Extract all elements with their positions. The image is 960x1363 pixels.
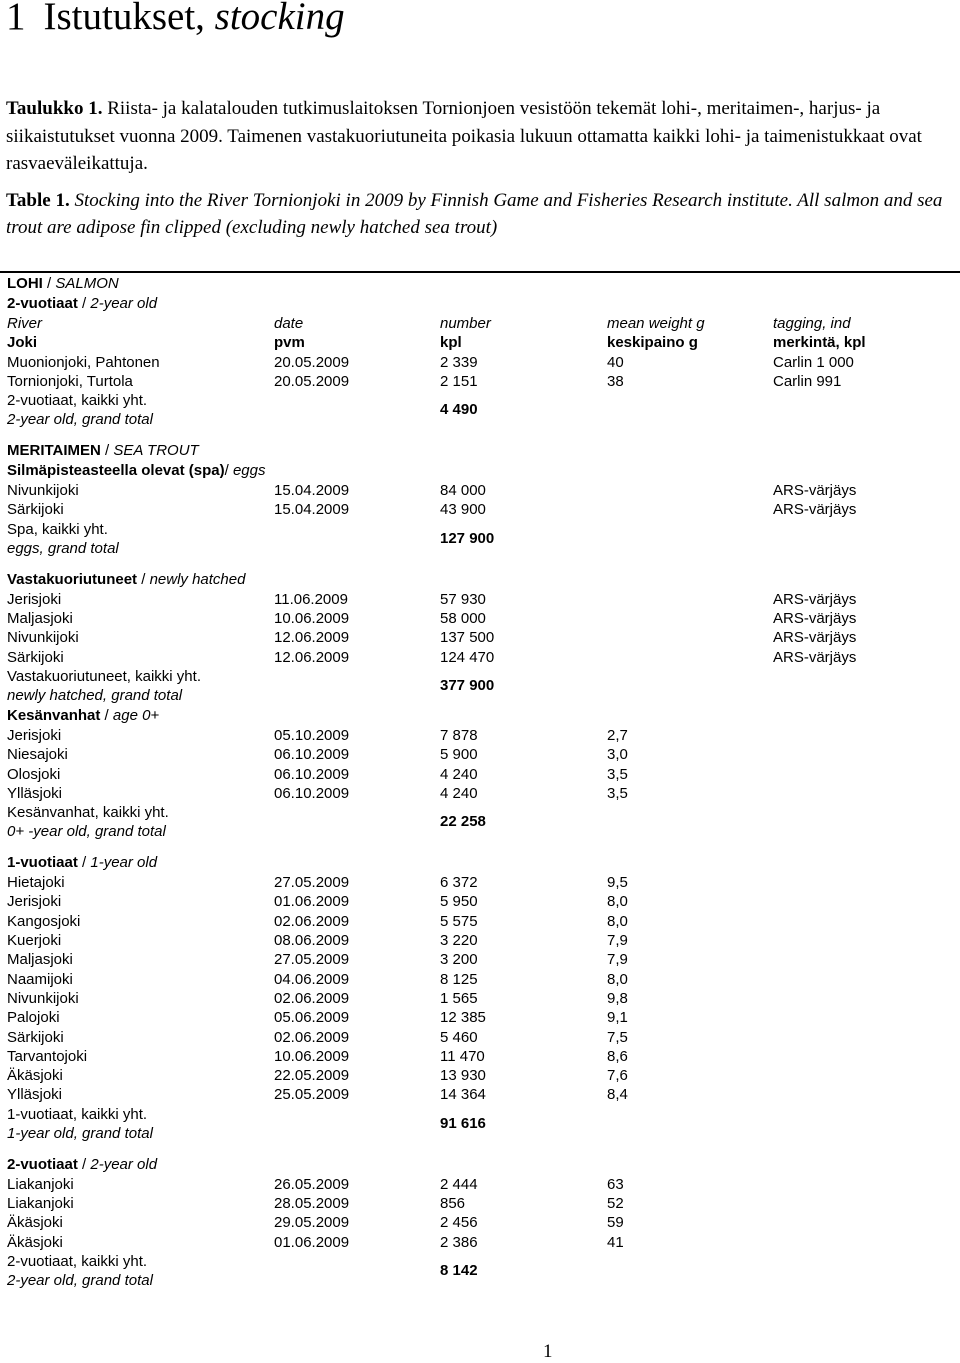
cell-weight: 8,0 [607, 893, 628, 911]
cell-number: 8 125 [440, 970, 478, 988]
cell-date: 25.05.2009 [274, 1086, 350, 1104]
cell-number: 124 470 [440, 648, 495, 666]
cell-date: 27.05.2009 [274, 874, 350, 892]
caption-en-label: Table 1. [6, 189, 70, 211]
cell-river: Kangosjoki [7, 912, 81, 930]
cell-river: Maljasjoki [7, 951, 73, 969]
group-header-eggs: Silmäpisteasteella olevat (spa)/ eggs [7, 462, 266, 480]
cell-weight: 8,0 [607, 912, 628, 930]
age2-rows [0, 1175, 960, 1252]
cell-date: 01.06.2009 [274, 1233, 350, 1251]
table-row [0, 1085, 960, 1104]
cell-river: Nivunkijoki [7, 989, 79, 1007]
cell-river: Ylläsjoki [7, 1086, 63, 1104]
cell-weight: 9,8 [607, 989, 628, 1007]
eggs-total: Spa, kaikki yht. eggs, grand total 127 900 [7, 520, 495, 557]
group-header-age1: 1-vuotiaat / 1-year old [7, 854, 158, 872]
cell-weight: 40 [607, 353, 624, 371]
table-row [0, 1066, 960, 1085]
section-number: 1 [6, 0, 26, 38]
cell-river: Maljasjoki [7, 610, 73, 628]
cell-date: 12.06.2009 [274, 648, 350, 666]
caption-fi-label: Taulukko 1. [6, 98, 103, 119]
col-header-date: date [274, 315, 304, 332]
cell-weight: 8,4 [607, 1086, 628, 1104]
cell-number: 84 000 [440, 482, 486, 500]
cell-date: 02.06.2009 [274, 912, 350, 930]
cell-river: Äkäsjoki [7, 1214, 63, 1232]
cell-number: 137 500 [440, 629, 495, 647]
group-header-newly-hatched: Vastakuoriutuneet / newly hatched [7, 570, 246, 588]
cell-river: Liakanjoki [7, 1175, 74, 1193]
cell-river: Hietajoki [7, 874, 65, 892]
col-header-merkinta: merkintä, kpl [773, 334, 866, 352]
cell-number: 5 575 [440, 912, 478, 930]
cell-number: 13 930 [440, 1067, 486, 1085]
species-header-salmon: LOHI / SALMON [7, 275, 119, 292]
cell-weight: 3,0 [607, 746, 628, 764]
table-row [0, 873, 960, 892]
eggs-rows [0, 481, 960, 520]
table-row [0, 609, 960, 628]
table-row [0, 1233, 960, 1252]
column-headers-fi [0, 333, 960, 352]
col-header-joki: Joki [7, 334, 38, 352]
table-row [0, 500, 960, 519]
cell-number: 3 200 [440, 951, 478, 969]
col-header-kpl: kpl [440, 334, 462, 352]
cell-tagging: ARS-värjäys [773, 648, 857, 666]
cell-date: 20.05.2009 [274, 372, 350, 390]
table-row [0, 1175, 960, 1194]
table-caption [6, 95, 946, 242]
cell-river: Jerisjoki [7, 726, 62, 744]
cell-river: Naamijoki [7, 970, 73, 988]
table-row [0, 950, 960, 969]
cell-number: 4 240 [440, 784, 478, 802]
table-row [0, 353, 960, 372]
cell-number: 2 444 [440, 1175, 478, 1193]
table-row [0, 970, 960, 989]
cell-weight: 3,5 [607, 784, 628, 802]
cell-tagging: ARS-värjäys [773, 629, 857, 647]
hatched-rows [0, 590, 960, 667]
caption-en-text: Stocking into the River Tornionjoki in 2009 by Finnish Game and Fisheries Research institute. All salmon and sea trout are adipose fin clipped (excluding newly hatched sea trout) [6, 189, 943, 238]
table-row [0, 726, 960, 745]
cell-river: Äkäsjoki [7, 1233, 63, 1251]
col-header-tagging: tagging, ind [773, 315, 851, 332]
table-row [0, 989, 960, 1008]
cell-river: Jerisjoki [7, 590, 62, 608]
table-row [0, 1213, 960, 1232]
cell-weight: 41 [607, 1233, 624, 1251]
cell-number: 856 [440, 1195, 466, 1213]
cell-river: Muonionjoki, Pahtonen [7, 353, 160, 371]
cell-number: 14 364 [440, 1086, 486, 1104]
cell-date: 29.05.2009 [274, 1214, 350, 1232]
table-row [0, 1028, 960, 1047]
cell-tagging: Carlin 1 000 [773, 353, 854, 371]
group-header-age2: 2-vuotiaat / 2-year old [7, 1155, 158, 1173]
cell-number: 5 900 [440, 746, 478, 764]
cell-date: 12.06.2009 [274, 629, 350, 647]
cell-number: 5 950 [440, 893, 478, 911]
table-row [0, 590, 960, 609]
col-header-number: number [440, 315, 491, 332]
cell-river: Nivunkijoki [7, 482, 79, 500]
table-row [0, 1194, 960, 1213]
age0-total: Kesänvanhat, kaikki yht. 0+ -year old, grand total 22 258 [7, 804, 486, 841]
cell-river: Olosjoki [7, 765, 61, 783]
cell-number: 2 339 [440, 353, 478, 371]
cell-river: Särkijoki [7, 648, 64, 666]
table-row [0, 628, 960, 647]
cell-date: 06.10.2009 [274, 746, 350, 764]
cell-number: 4 240 [440, 765, 478, 783]
cell-number: 57 930 [440, 590, 486, 608]
cell-date: 15.04.2009 [274, 482, 350, 500]
species-header-trout: MERITAIMEN / SEA TROUT [7, 442, 199, 460]
age0-rows [0, 726, 960, 803]
age2-total: 2-vuotiaat, kaikki yht. 2-year old, grand total 8 142 [7, 1252, 478, 1289]
col-header-pvm: pvm [274, 334, 305, 352]
cell-number: 43 900 [440, 501, 486, 519]
table-row [0, 481, 960, 500]
cell-river: Liakanjoki [7, 1195, 74, 1213]
cell-date: 28.05.2009 [274, 1195, 350, 1213]
cell-date: 20.05.2009 [274, 353, 350, 371]
cell-number: 2 456 [440, 1214, 478, 1232]
cell-river: Äkäsjoki [7, 1067, 63, 1085]
cell-date: 22.05.2009 [274, 1067, 350, 1085]
section-heading [6, 0, 345, 39]
cell-weight: 7,9 [607, 951, 628, 969]
col-header-mean-weight: mean weight g [607, 315, 705, 332]
cell-weight: 38 [607, 372, 624, 390]
group-header-salmon-2yr: 2-vuotiaat / 2-year old [7, 295, 158, 312]
cell-date: 02.06.2009 [274, 989, 350, 1007]
heading-title-plain: Istutukset, [43, 0, 215, 38]
table-row [0, 745, 960, 764]
table-row [0, 931, 960, 950]
salmon-total: 2-vuotiaat, kaikki yht. 2-year old, grand total 4 490 [7, 392, 478, 429]
caption-fi-text: Riista- ja kalatalouden tutkimuslaitoksen Tornionjoen vesistöön tekemät lohi-, meritaimen-, harjus- ja siikaistutukset vuonna 2009. Taimenen vastakuoriutuneita poikasia lukuun ottamatta kaikki lohi- ja taimenistukkaat ovat rasvaeväleikattuja. [6, 98, 922, 174]
cell-number: 58 000 [440, 610, 486, 628]
cell-weight: 63 [607, 1175, 624, 1193]
cell-number: 11 470 [440, 1047, 485, 1065]
cell-date: 11.06.2009 [274, 590, 348, 608]
cell-tagging: ARS-värjäys [773, 501, 857, 519]
cell-river: Niesajoki [7, 746, 68, 764]
col-header-keskipaino: keskipaino g [607, 334, 698, 352]
cell-number: 5 460 [440, 1028, 478, 1046]
cell-date: 02.06.2009 [274, 1028, 350, 1046]
cell-date: 01.06.2009 [274, 893, 350, 911]
cell-river: Jerisjoki [7, 893, 62, 911]
cell-number: 6 372 [440, 874, 478, 892]
cell-river: Särkijoki [7, 501, 64, 519]
cell-river: Palojoki [7, 1009, 60, 1027]
column-headers-en [0, 314, 960, 333]
salmon-rows [0, 353, 960, 392]
cell-weight: 59 [607, 1214, 624, 1232]
cell-number: 2 386 [440, 1233, 478, 1251]
cell-date: 27.05.2009 [274, 951, 350, 969]
cell-date: 26.05.2009 [274, 1175, 350, 1193]
page-number: 1 [543, 1341, 553, 1362]
cell-weight: 8,6 [607, 1047, 628, 1065]
cell-weight: 7,6 [607, 1067, 628, 1085]
table-row [0, 892, 960, 911]
table-row [0, 1008, 960, 1027]
caption-english [6, 187, 946, 242]
age1-rows [0, 873, 960, 1105]
cell-date: 05.06.2009 [274, 1009, 350, 1027]
table-row [0, 1047, 960, 1066]
cell-tagging: ARS-värjäys [773, 610, 857, 628]
cell-weight: 9,1 [607, 1009, 628, 1027]
col-header-river: River [7, 315, 43, 332]
age1-total: 1-vuotiaat, kaikki yht. 1-year old, grand total 91 616 [7, 1105, 486, 1142]
cell-date: 06.10.2009 [274, 784, 350, 802]
cell-weight: 3,5 [607, 765, 628, 783]
cell-weight: 8,0 [607, 970, 628, 988]
cell-river: Nivunkijoki [7, 629, 79, 647]
cell-date: 10.06.2009 [274, 1047, 350, 1065]
heading-title-italic: stocking [214, 0, 345, 38]
stocking-table [0, 271, 960, 1291]
table-row [0, 912, 960, 931]
cell-number: 1 565 [440, 989, 478, 1007]
cell-number: 12 385 [440, 1009, 486, 1027]
table-row [0, 648, 960, 667]
cell-date: 04.06.2009 [274, 970, 350, 988]
cell-tagging: Carlin 991 [773, 372, 842, 390]
cell-weight: 2,7 [607, 726, 628, 744]
cell-weight: 7,9 [607, 932, 628, 950]
caption-finnish [6, 95, 946, 178]
cell-weight: 52 [607, 1195, 624, 1213]
table-row [0, 784, 960, 803]
cell-river: Tornionjoki, Turtola [7, 372, 133, 390]
hatched-total: Vastakuoriutuneet, kaikki yht. newly hatched, grand total 377 900 [7, 667, 495, 704]
cell-date: 05.10.2009 [274, 726, 350, 744]
cell-number: 3 220 [440, 932, 478, 950]
table-row [0, 765, 960, 784]
cell-river: Tarvantojoki [7, 1047, 88, 1065]
cell-tagging: ARS-värjäys [773, 590, 857, 608]
table-row [0, 372, 960, 391]
cell-date: 15.04.2009 [274, 501, 350, 519]
cell-weight: 9,5 [607, 874, 628, 892]
cell-number: 2 151 [440, 372, 478, 390]
cell-date: 10.06.2009 [274, 610, 350, 628]
cell-date: 06.10.2009 [274, 765, 350, 783]
cell-weight: 7,5 [607, 1028, 628, 1046]
cell-date: 08.06.2009 [274, 932, 350, 950]
cell-river: Ylläsjoki [7, 784, 63, 802]
cell-tagging: ARS-värjäys [773, 482, 857, 500]
cell-number: 7 878 [440, 726, 478, 744]
cell-river: Kuerjoki [7, 932, 62, 950]
cell-river: Särkijoki [7, 1028, 64, 1046]
group-header-age0: Kesänvanhat / age 0+ [7, 706, 160, 724]
